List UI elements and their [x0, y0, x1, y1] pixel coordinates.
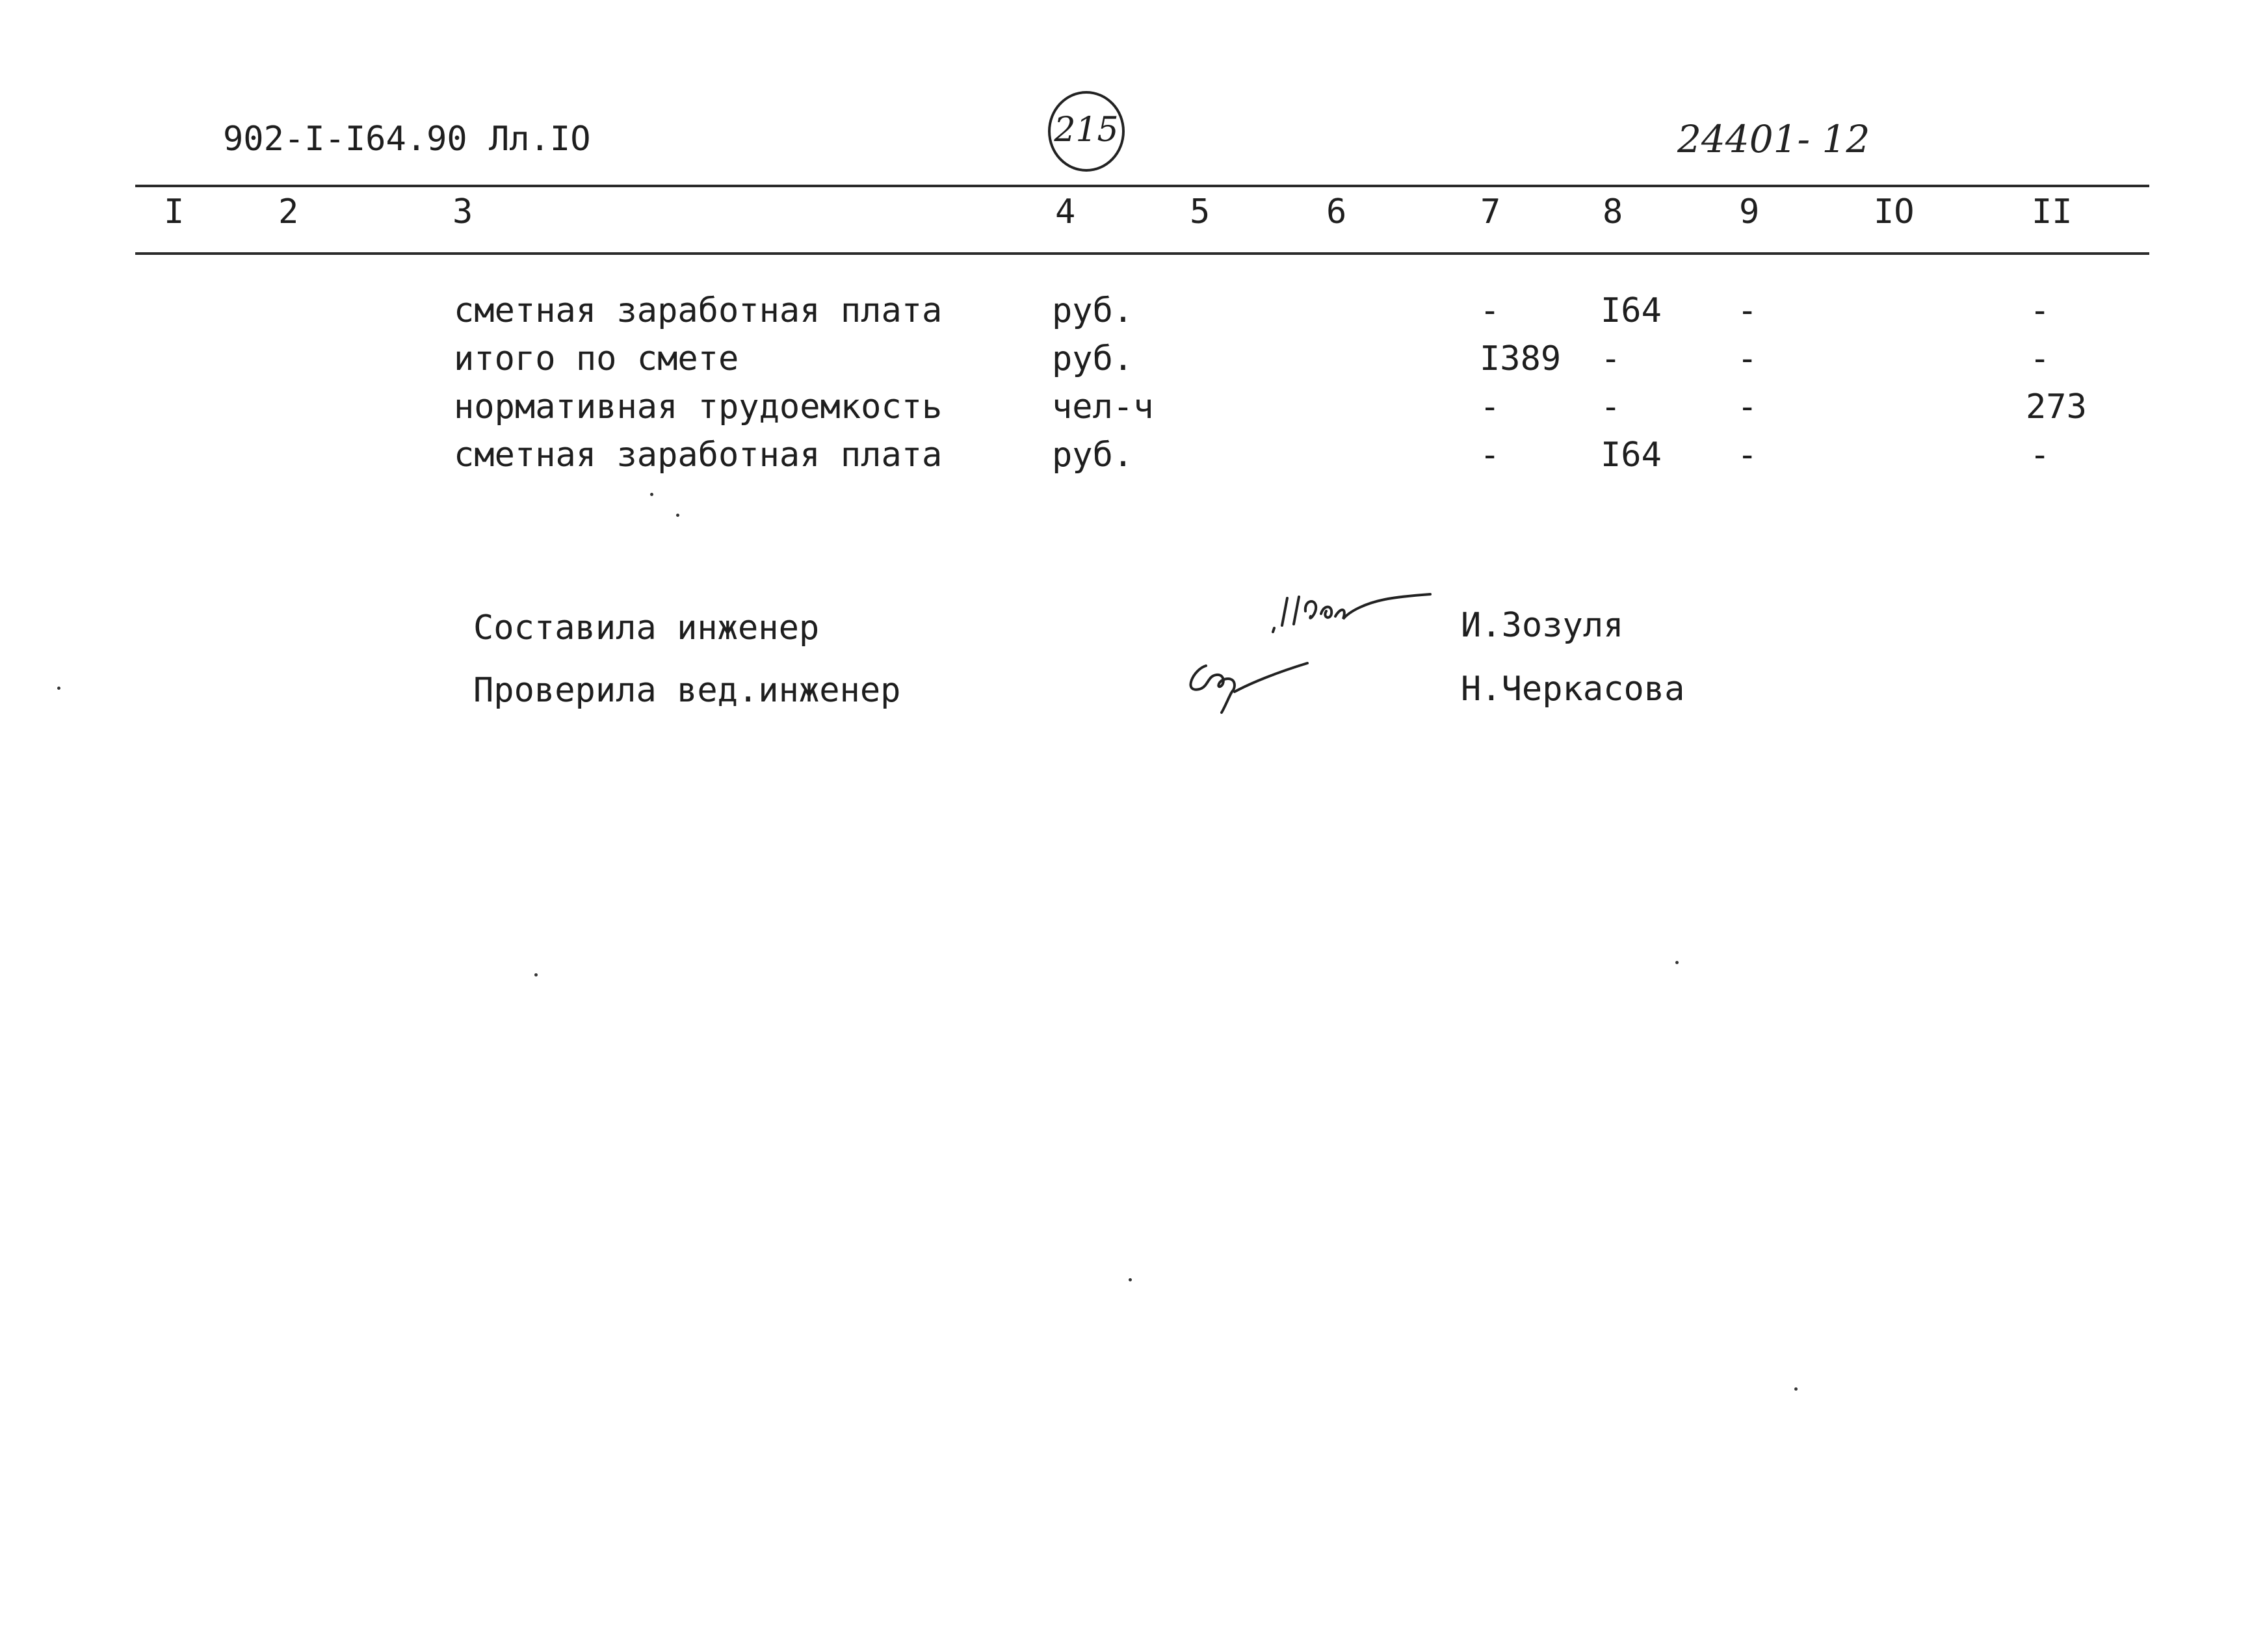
- page-number-stamp: [1048, 91, 1125, 172]
- value-col-7: -: [1480, 436, 1500, 475]
- item-unit: руб.: [1052, 291, 1134, 330]
- value-col-8: -: [1601, 339, 1621, 378]
- item-unit: руб.: [1052, 339, 1134, 378]
- value-col-11: -: [2030, 291, 2050, 330]
- scan-speck: [57, 687, 60, 690]
- item-name: нормативная трудоемкость: [454, 387, 943, 426]
- column-header: 6: [1326, 192, 1347, 231]
- column-header: 9: [1739, 192, 1760, 231]
- column-header: II: [2032, 192, 2073, 231]
- signature-compiled: [1268, 585, 1437, 644]
- archive-number: 24401- 12: [1677, 117, 1870, 161]
- value-col-8: I64: [1601, 291, 1662, 330]
- column-header: 5: [1190, 192, 1211, 231]
- table-top-rule: [135, 185, 2149, 187]
- column-header: 7: [1480, 192, 1501, 231]
- column-header: 4: [1055, 192, 1076, 231]
- scan-speck: [1794, 1387, 1798, 1391]
- compiled-by-label: Составила инженер: [473, 609, 820, 648]
- compiled-by-name: И.Зозуля: [1461, 606, 1624, 645]
- column-header: IO: [1874, 192, 1915, 231]
- page-number: 215: [1054, 111, 1119, 150]
- scan-speck: [1675, 961, 1679, 964]
- value-col-8: -: [1601, 387, 1621, 426]
- value-col-7: I389: [1480, 339, 1562, 378]
- column-header: 8: [1603, 192, 1623, 231]
- value-col-8: I64: [1601, 436, 1662, 475]
- item-name: сметная заработная плата: [454, 291, 943, 330]
- value-col-9: -: [1737, 387, 1758, 426]
- column-header: 3: [452, 192, 473, 231]
- signature-checked: [1180, 650, 1316, 722]
- sheet-number: Лл.IO: [489, 120, 591, 159]
- checked-by-label: Проверила вед.инженер: [473, 671, 901, 710]
- value-col-7: -: [1480, 291, 1500, 330]
- scan-speck: [534, 973, 538, 977]
- value-col-11: 273: [2026, 387, 2087, 426]
- document-code: 902-I-I64.90: [223, 120, 467, 159]
- value-col-11: -: [2030, 436, 2050, 475]
- checked-by-name: Н.Черкасова: [1461, 670, 1685, 709]
- column-header: I: [164, 192, 185, 231]
- item-unit: чел-ч: [1052, 387, 1154, 426]
- scan-speck: [676, 514, 679, 517]
- value-col-9: -: [1737, 291, 1758, 330]
- value-col-9: -: [1737, 339, 1758, 378]
- item-unit: руб.: [1052, 436, 1134, 475]
- value-col-9: -: [1737, 436, 1758, 475]
- value-col-7: -: [1480, 387, 1500, 426]
- item-name: итого по смете: [454, 339, 739, 378]
- item-name: сметная заработная плата: [454, 436, 943, 475]
- column-header: 2: [278, 192, 299, 231]
- value-col-11: -: [2030, 339, 2050, 378]
- scan-speck: [650, 493, 653, 496]
- table-header-rule: [135, 252, 2149, 255]
- scan-speck: [1129, 1278, 1132, 1281]
